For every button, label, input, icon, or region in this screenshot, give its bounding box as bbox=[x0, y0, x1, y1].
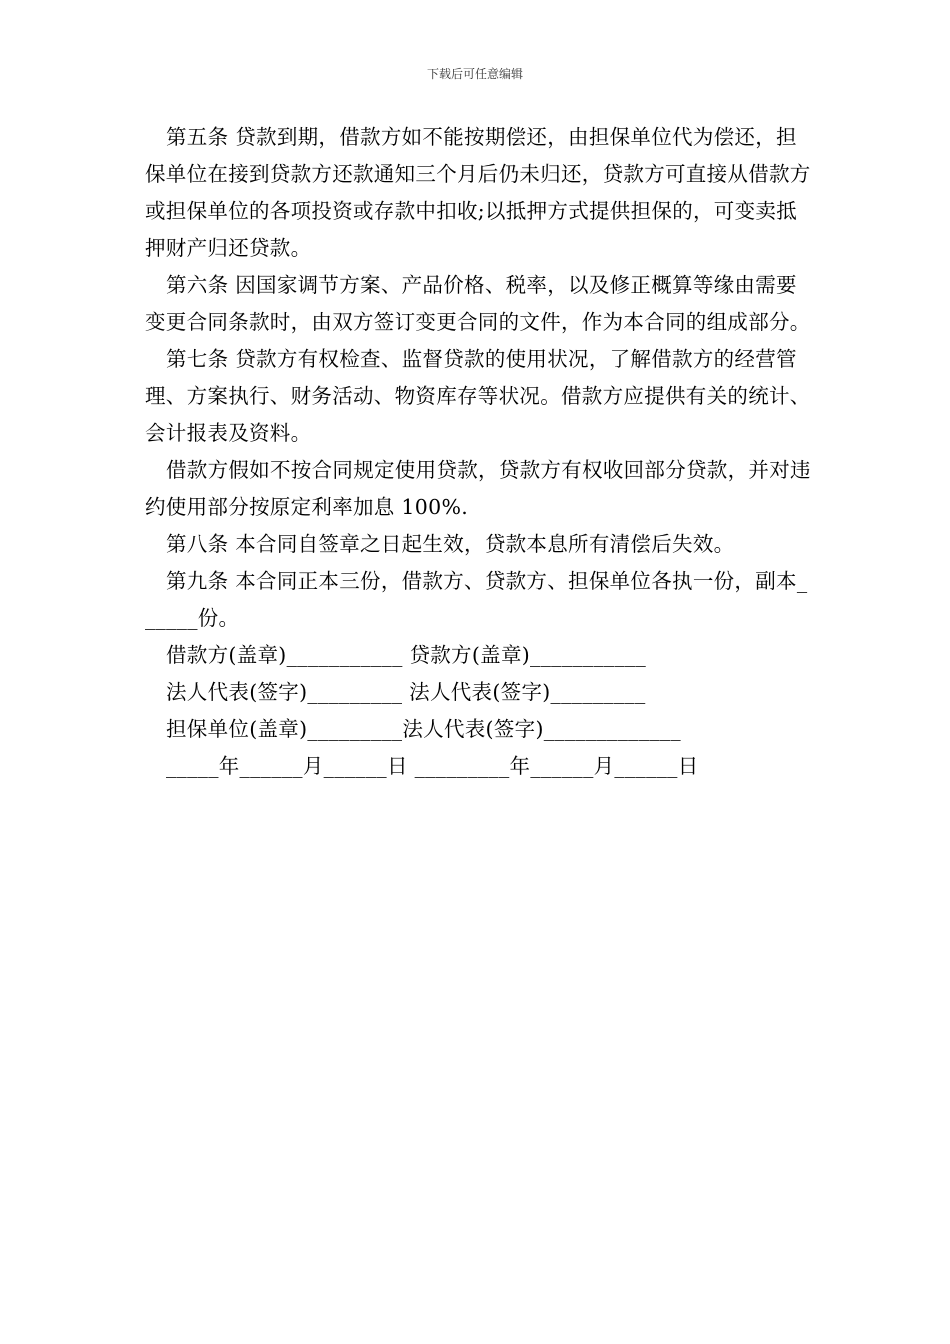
article-7-penalty: 借款方假如不按合同规定使用贷款，贷款方有权收回部分贷款，并对违约使用部分按原定利率加息 100%. bbox=[145, 458, 811, 519]
article-6: 第六条 因国家调节方案、产品价格、税率，以及修正概算等缘由需要变更合同条款时，由双方签订变更合同的文件，作为本合同的组成部分。 bbox=[145, 273, 811, 334]
contract-body bbox=[145, 119, 815, 785]
article-8: 第八条 本合同自签章之日起生效，贷款本息所有清偿后失效。 bbox=[166, 532, 735, 556]
article-7: 第七条 贷款方有权检查、监督贷款的使用状况，了解借款方的经营管理、方案执行、财务活动、物资库存等状况。借款方应提供有关的统计、会计报表及资料。 bbox=[145, 347, 811, 445]
page-header: 下载后可任意编辑 bbox=[426, 67, 523, 81]
signature-line-guarantor: 担保单位(盖章)_________法人代表(签字)_____________ bbox=[166, 717, 681, 741]
signature-line-borrower-lender: 借款方(盖章)___________ 贷款方(盖章)___________ bbox=[166, 643, 647, 667]
signature-line-legal-reps: 法人代表(签字)_________ 法人代表(签字)_________ bbox=[166, 680, 646, 704]
article-5: 第五条 贷款到期，借款方如不能按期偿还，由担保单位代为偿还，担保单位在接到贷款方还款通知三个月后仍未归还，贷款方可直接从借款方或担保单位的各项投资或存款中扣收;以抵押方式提供担保的，可变卖抵押财产归还贷款。 bbox=[145, 125, 811, 260]
article-9: 第九条 本合同正本三份，借款方、贷款方、担保单位各执一份，副本______份。 bbox=[145, 569, 808, 630]
signature-line-dates: _____年______月______日 _________年______月______日 bbox=[166, 754, 699, 778]
